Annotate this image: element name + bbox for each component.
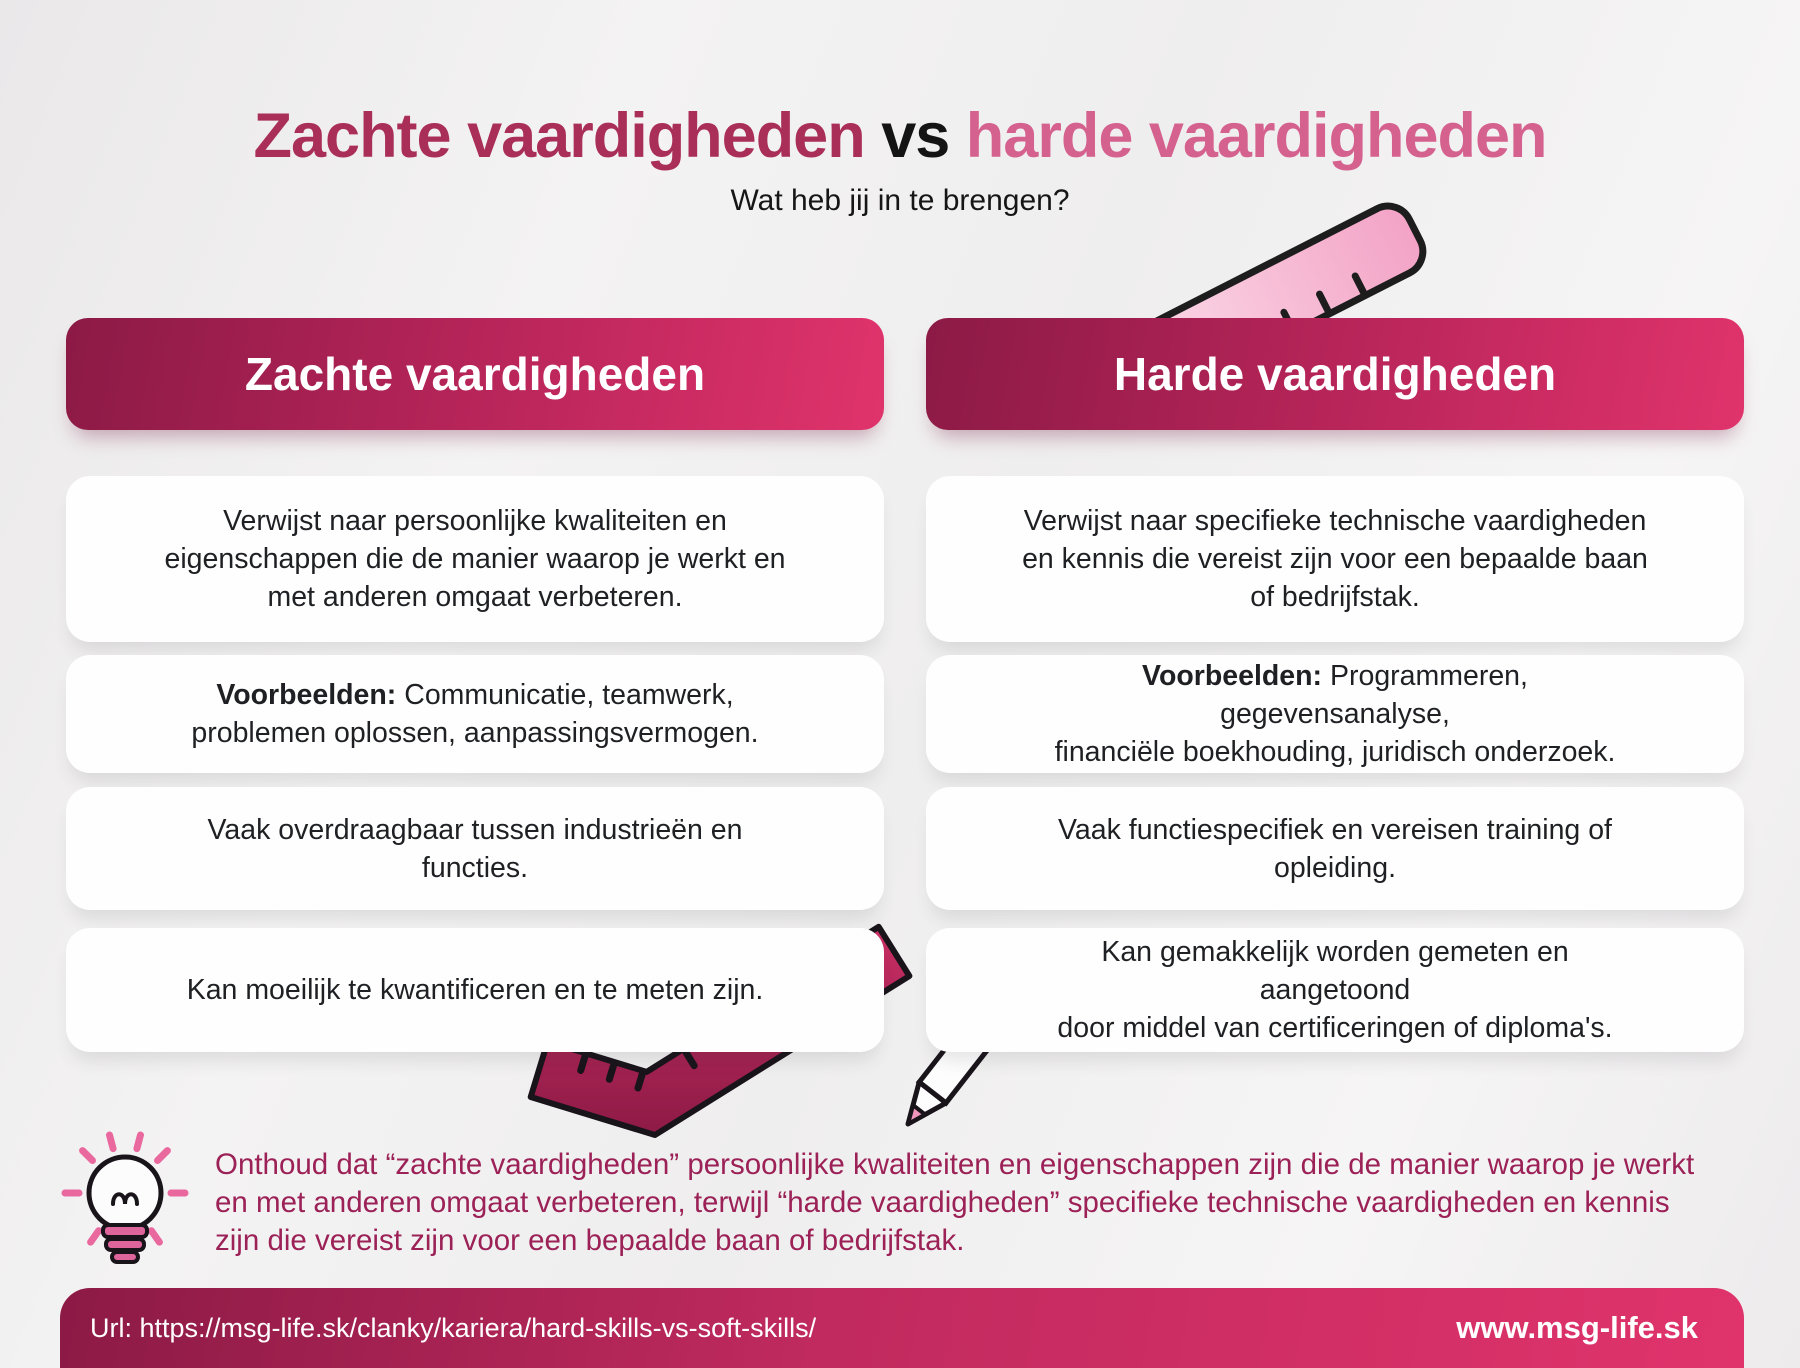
title-soft-skills: Zachte vaardigheden [253, 101, 865, 171]
card-soft-examples: Voorbeelden: Communicatie, teamwerk, problemen oplossen, aanpassingsvermogen. [66, 655, 884, 773]
source-url: Url: https://msg-life.sk/clanky/kariera/hard-skills-vs-soft-skills/ [90, 1312, 817, 1343]
note-line: en met anderen omgaat verbeteren, terwijl “harde vaardigheden” specifieke technische vaardigheden en kennis [215, 1186, 1670, 1219]
card-hard-measure: Kan gemakkelijk worden gemeten en aangetoond door middel van certificeringen of diploma's. [926, 928, 1744, 1052]
brand-website: www.msg-life.sk [1456, 1310, 1698, 1345]
lightbulb-icon [58, 1130, 198, 1280]
title-vs: vs [864, 101, 966, 171]
page-subtitle: Wat heb jij in te brengen? [730, 184, 1070, 217]
header-hard-skills: Harde vaardigheden [926, 318, 1744, 430]
title-hard-skills: harde vaardigheden [965, 101, 1547, 171]
page-title [0, 100, 1800, 172]
footer-bar [60, 1288, 1744, 1368]
card-soft-measure: Kan moeilijk te kwantificeren en te meten zijn. [66, 928, 884, 1052]
card-hard-definition: Verwijst naar specifieke technische vaardigheden en kennis die vereist zijn voor een bepaalde baan of bedrijfstak. [926, 476, 1744, 642]
card-soft-transferable: Vaak overdraagbaar tussen industrieën en functies. [66, 787, 884, 910]
card-hard-examples: Voorbeelden: Programmeren, gegevensanalyse, financiële boekhouding, juridisch onderzoek. [926, 655, 1744, 773]
note-line: Onthoud dat “zachte vaardigheden” persoonlijke kwaliteiten en eigenschappen zijn die de manier waarop je werkt [215, 1148, 1695, 1181]
card-soft-definition: Verwijst naar persoonlijke kwaliteiten en eigenschappen die de manier waarop je werkt en met anderen omgaat verbeteren. [66, 476, 884, 642]
reminder-note [215, 1146, 1760, 1260]
note-line: zijn die vereist zijn voor een bepaalde baan of bedrijfstak. [215, 1224, 965, 1257]
header-soft-skills: Zachte vaardigheden [66, 318, 884, 430]
card-hard-jobspecific: Vaak functiespecifiek en vereisen training of opleiding. [926, 787, 1744, 910]
